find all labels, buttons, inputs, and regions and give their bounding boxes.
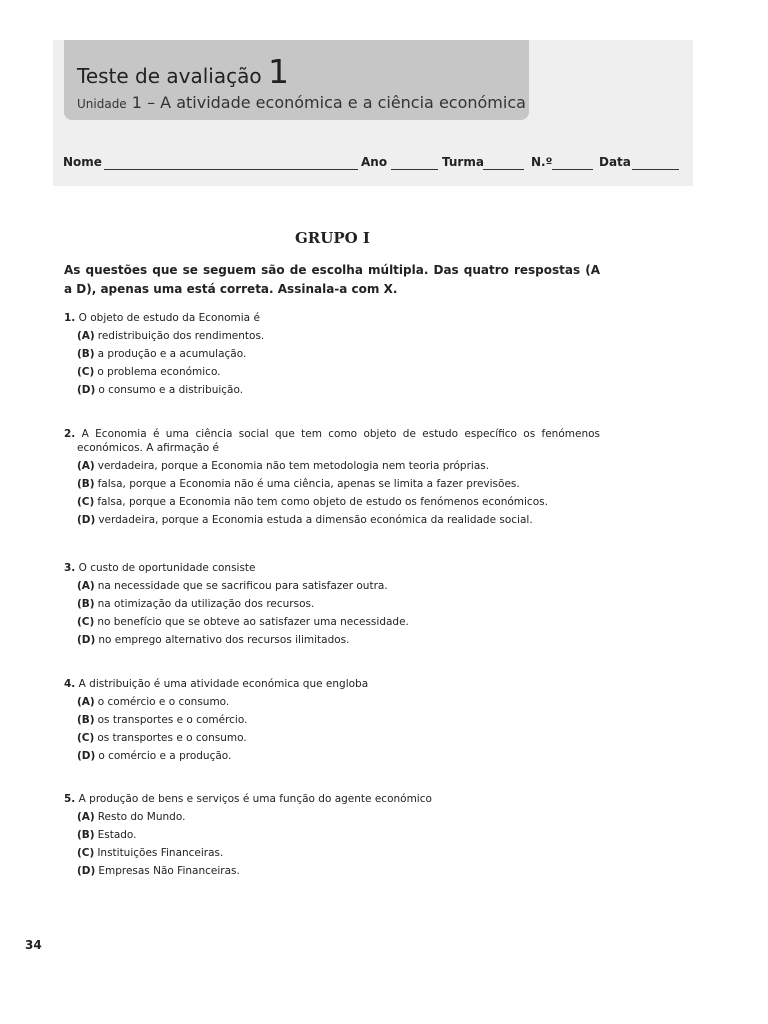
option-b[interactable]: [77, 711, 600, 729]
option-text: no emprego alternativo dos recursos ilimitados.: [98, 634, 350, 646]
question-text: A distribuição é uma atividade económica que engloba: [78, 678, 369, 690]
option-b[interactable]: [77, 595, 600, 613]
option-text: no benefício que se obteve ao satisfazer uma necessidade.: [97, 616, 409, 628]
option-letter: (B): [77, 714, 95, 726]
option-text: a produção e a acumulação.: [97, 348, 247, 360]
date-label: Data: [599, 155, 631, 169]
option-b[interactable]: [77, 826, 600, 844]
question-4: [64, 677, 600, 765]
option-text: Estado.: [97, 829, 137, 841]
option-letter: (B): [77, 478, 95, 490]
number-field[interactable]: [552, 169, 593, 170]
option-a[interactable]: [77, 457, 600, 475]
option-c[interactable]: [77, 613, 600, 631]
option-letter: (D): [77, 865, 96, 877]
option-b[interactable]: [77, 345, 600, 363]
option-d[interactable]: [77, 631, 600, 649]
option-letter: (C): [77, 616, 95, 628]
option-c[interactable]: [77, 363, 600, 381]
option-letter: (A): [77, 696, 95, 708]
option-letter: (B): [77, 829, 95, 841]
student-fields: [63, 155, 683, 175]
unit-number: 1: [131, 93, 142, 112]
option-text: falsa, porque a Economia não é uma ciência, apenas se limita a fazer previsões.: [97, 478, 520, 490]
question-number: 3.: [64, 562, 76, 574]
option-letter: (A): [77, 330, 95, 342]
option-text: na otimização da utilização dos recursos.: [97, 598, 315, 610]
question-1: [64, 311, 600, 399]
option-d[interactable]: [77, 747, 600, 765]
year-field[interactable]: [391, 169, 438, 170]
class-label: Turma: [442, 155, 484, 169]
question-number: 4.: [64, 678, 76, 690]
option-text: os transportes e o consumo.: [97, 732, 247, 744]
question-number: 5.: [64, 793, 76, 805]
option-text: redistribuição dos rendimentos.: [97, 330, 265, 342]
option-text: verdadeira, porque a Economia estuda a dimensão económica da realidade social.: [98, 514, 533, 526]
question-text: A Economia é uma ciência social que tem como objeto de estudo específico os fenómenos económicos. A afirmação é: [77, 428, 600, 454]
option-text: o problema económico.: [97, 366, 221, 378]
option-c[interactable]: [77, 844, 600, 862]
option-text: o consumo e a distribuição.: [98, 384, 244, 396]
option-letter: (D): [77, 750, 96, 762]
option-letter: (C): [77, 496, 95, 508]
option-b[interactable]: [77, 475, 600, 493]
option-letter: (A): [77, 811, 95, 823]
option-text: o comércio e o consumo.: [97, 696, 230, 708]
question-number: 1.: [64, 312, 76, 324]
option-c[interactable]: [77, 493, 600, 511]
instructions: As questões que se seguem são de escolha múltipla. Das quatro respostas (A a D), apenas uma está correta. Assinala-a com X.: [64, 263, 600, 296]
option-text: os transportes e o comércio.: [97, 714, 248, 726]
option-text: Instituições Financeiras.: [97, 847, 224, 859]
option-text: falsa, porque a Economia não tem como objeto de estudo os fenómenos económicos.: [97, 496, 548, 508]
option-letter: (D): [77, 384, 96, 396]
option-c[interactable]: [77, 729, 600, 747]
option-text: o comércio e a produção.: [98, 750, 232, 762]
question-3: [64, 561, 600, 649]
question-text: O custo de oportunidade consiste: [78, 562, 256, 574]
option-text: verdadeira, porque a Economia não tem metodologia nem teoria próprias.: [97, 460, 490, 472]
question-number: 2.: [64, 428, 76, 440]
option-letter: (A): [77, 460, 95, 472]
date-field[interactable]: [632, 169, 679, 170]
option-text: Empresas Não Financeiras.: [98, 865, 240, 877]
test-title: [77, 52, 289, 91]
option-d[interactable]: [77, 862, 600, 880]
option-a[interactable]: [77, 808, 600, 826]
name-label: Nome: [63, 155, 102, 169]
unit-subtitle: [77, 93, 526, 112]
question-text: A produção de bens e serviços é uma função do agente económico: [78, 793, 432, 805]
question-text: O objeto de estudo da Economia é: [78, 312, 260, 324]
group-title: GRUPO I: [295, 229, 370, 247]
option-letter: (A): [77, 580, 95, 592]
option-letter: (C): [77, 366, 95, 378]
option-letter: (D): [77, 514, 96, 526]
option-text: Resto do Mundo.: [97, 811, 186, 823]
option-text: na necessidade que se sacrificou para satisfazer outra.: [97, 580, 388, 592]
year-label: Ano: [361, 155, 388, 169]
question-5: [64, 792, 600, 880]
question-2: [64, 427, 600, 529]
page-number: 34: [25, 938, 42, 952]
test-title-text: Teste de avaliação: [77, 64, 262, 88]
option-letter: (B): [77, 348, 95, 360]
test-title-number: 1: [267, 52, 289, 91]
option-a[interactable]: [77, 577, 600, 595]
option-letter: (C): [77, 732, 95, 744]
option-letter: (C): [77, 847, 95, 859]
unit-title: – A atividade económica e a ciência económica: [147, 93, 526, 112]
number-label: N.º: [531, 155, 553, 169]
option-a[interactable]: [77, 327, 600, 345]
option-d[interactable]: [77, 381, 600, 399]
option-a[interactable]: [77, 693, 600, 711]
option-d[interactable]: [77, 511, 600, 529]
class-field[interactable]: [483, 169, 524, 170]
option-letter: (D): [77, 634, 96, 646]
option-letter: (B): [77, 598, 95, 610]
unit-label: Unidade: [77, 97, 127, 111]
name-field[interactable]: [104, 169, 358, 170]
